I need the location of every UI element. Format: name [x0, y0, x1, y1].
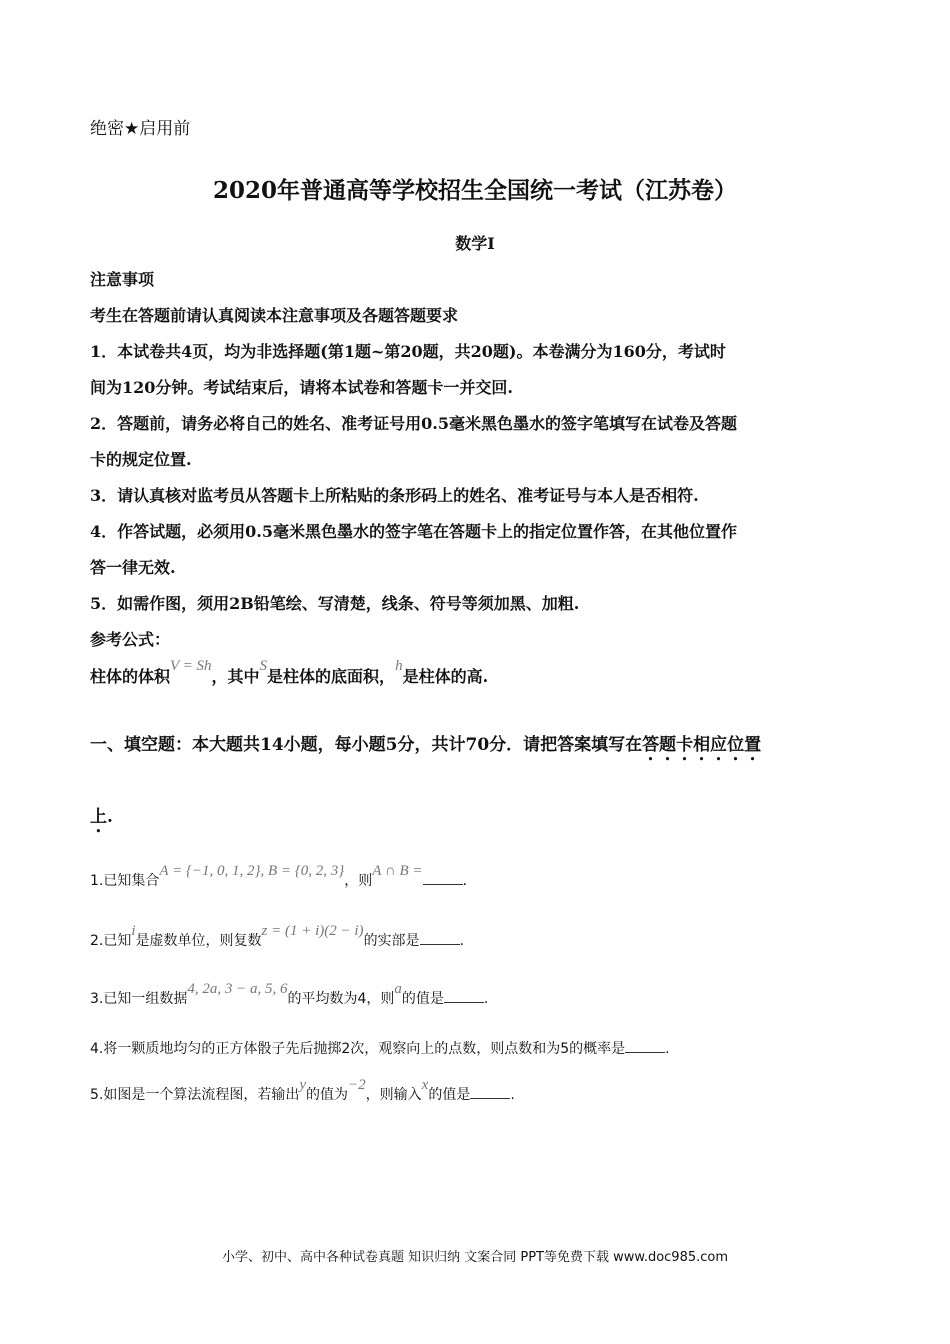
- footer-text: 小学、初中、高中各种试卷真题 知识归纳 文案合同 PPT等免费下载 www.doc985.com: [221, 1250, 729, 1265]
- question-text: .: [665, 1041, 670, 1057]
- question-text: .: [483, 991, 489, 1007]
- formula-text: 柱体的体积: [90, 667, 171, 686]
- notes-line: 2．答题前，请务必将自己的姓名、准考证号用0.5毫米黑色墨水的签字笔填写在试卷及答题: [90, 414, 737, 433]
- question-math: i: [131, 923, 136, 939]
- subject-title: 数学I: [455, 234, 495, 253]
- question-5: [90, 1077, 515, 1104]
- question-math: −2: [348, 1077, 366, 1093]
- question-text: ，则输入: [365, 1087, 422, 1103]
- question-3: [90, 981, 489, 1008]
- question-text: .: [510, 1087, 515, 1103]
- question-text: 的实部是: [363, 933, 420, 949]
- section-text: .: [107, 807, 113, 827]
- answer-blank: [625, 1040, 665, 1053]
- question-text: ，则: [344, 873, 373, 889]
- volume-formula: [90, 658, 489, 687]
- question-text: 的值为: [306, 1087, 349, 1103]
- notes-line: 3．请认真核对监考员从答题卡上所粘贴的条形码上的姓名、准考证号与本人是否相符.: [90, 486, 699, 505]
- answer-blank: [423, 872, 463, 885]
- question-math: 4, 2a, 3 − a, 5, 6: [187, 981, 288, 997]
- question-text: 4.将一颗质地均匀的正方体骰子先后抛掷2次，观察向上的点数，则点数和为5的概率是: [90, 1041, 626, 1057]
- question-math: x: [421, 1077, 429, 1093]
- notes-line: 答一律无效.: [90, 558, 176, 577]
- notes-intro: 考生在答题前请认真阅读本注意事项及各题答题要求: [90, 306, 459, 325]
- answer-blank: [470, 1086, 510, 1099]
- formula-math: h: [395, 658, 403, 674]
- section-heading-cont: [90, 802, 113, 837]
- notes-line: 1．本试卷共4页，均为非选择题(第1题~第20题，共20题)。本卷满分为160分，考试时: [90, 342, 726, 361]
- confidential-label: 绝密★启用前: [90, 119, 191, 139]
- question-math: a: [394, 981, 402, 997]
- answer-blank: [420, 932, 460, 945]
- question-math: z = (1 + i)(2 − i): [261, 923, 364, 939]
- question-text: 5.如图是一个算法流程图，若输出: [90, 1087, 300, 1103]
- formula-text: 是柱体的高.: [402, 667, 489, 686]
- formula-math: S: [259, 658, 268, 674]
- notes-line: 5．如需作图，须用2B铅笔绘、写清楚，线条、符号等须加黑、加粗.: [90, 594, 580, 613]
- notes-line: 卡的规定位置.: [90, 450, 192, 469]
- question-text: 的值是: [428, 1087, 471, 1103]
- section-emphasis: 答题卡相应位置: [642, 735, 762, 755]
- question-math: A ∩ B =: [372, 863, 423, 879]
- question-text: 3.已知一组数据: [90, 991, 188, 1007]
- question-4: [90, 1038, 670, 1058]
- formula-math: V = Sh: [170, 658, 212, 674]
- notes-line: 4．作答试题，必须用0.5毫米黑色墨水的签字笔在答题卡上的指定位置作答，在其他位置作: [90, 522, 737, 541]
- question-math: A = {−1, 0, 1, 2}, B = {0, 2, 3}: [159, 863, 345, 879]
- question-text: .: [462, 873, 467, 889]
- question-text: .: [459, 933, 465, 949]
- question-text: 是虚数单位，则复数: [135, 933, 262, 949]
- exam-title: 2020年普通高等学校招生全国统一考试（江苏卷）: [212, 177, 737, 204]
- formula-text: 是柱体的底面积，: [267, 667, 396, 686]
- formula-heading: 参考公式：: [90, 630, 171, 649]
- formula-text: ，其中: [211, 667, 260, 686]
- section-text: 一、填空题：本大题共14小题，每小题5分，共计70分．请把答案填写在: [90, 735, 643, 755]
- notes-heading: 注意事项: [90, 270, 155, 289]
- question-text: 的值是: [401, 991, 444, 1007]
- question-text: 1.已知集合: [90, 873, 160, 889]
- section-emphasis: 上: [90, 807, 107, 827]
- section-heading: [90, 730, 761, 765]
- notes-line: 间为120分钟。考试结束后，请将本试卷和答题卡一并交回.: [90, 378, 513, 397]
- answer-blank: [444, 990, 484, 1003]
- question-text: 2.已知: [90, 933, 132, 949]
- question-math: y: [299, 1077, 307, 1093]
- notes-block: [90, 262, 870, 658]
- question-text: 的平均数为4，则: [287, 991, 395, 1007]
- question-1: [90, 863, 467, 890]
- question-2: [90, 923, 465, 950]
